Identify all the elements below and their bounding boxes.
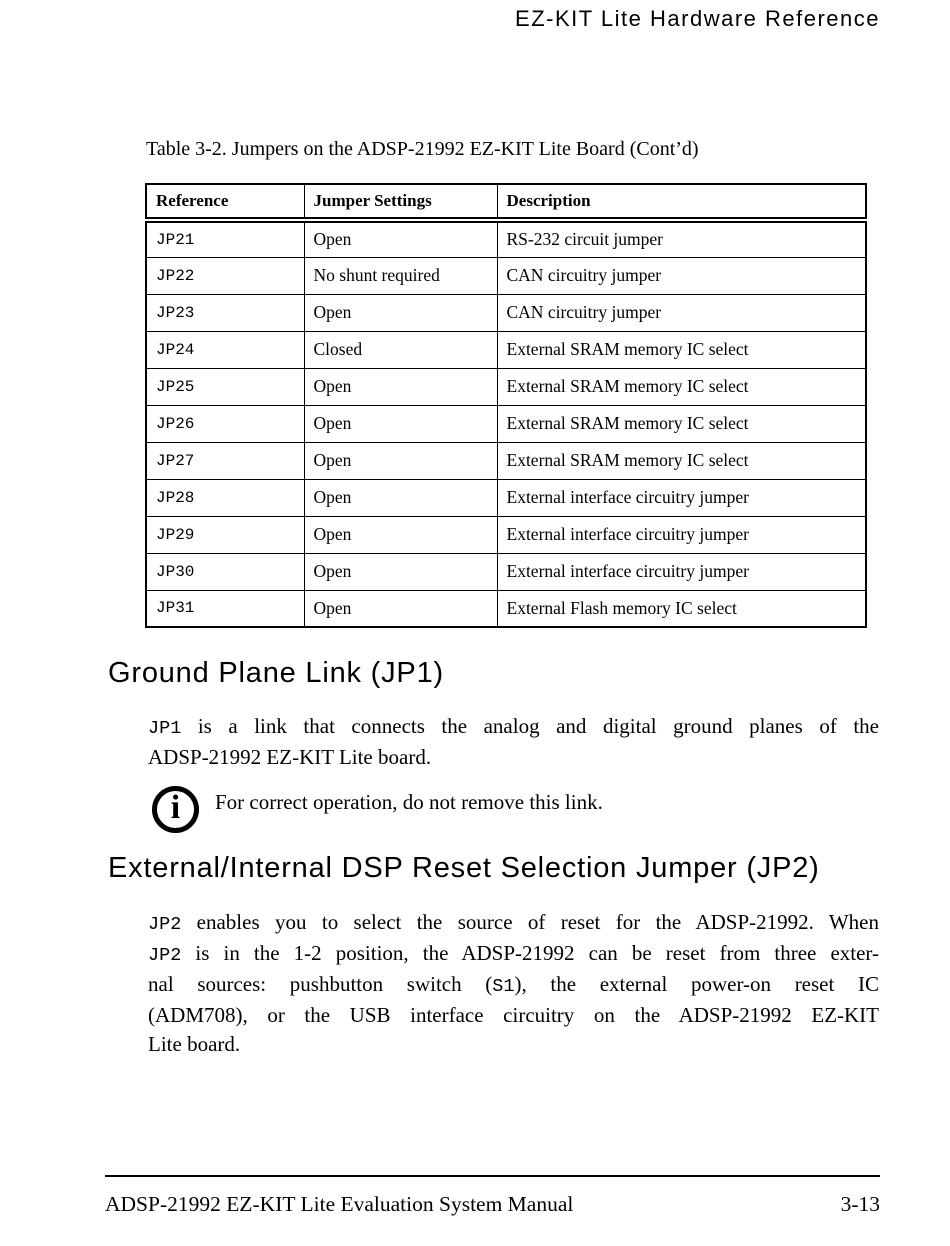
text-segment: (ADM708), or the USB interface circuitry on the ADSP-21992 EZ-KIT [148,1003,879,1027]
text-segment: ADSP-21992 EZ-KIT Lite board. [148,745,432,769]
table-cell-description: External SRAM memory IC select [497,442,866,479]
note-text: For correct operation, do not remove this link. [215,790,603,814]
table-cell-setting: Closed [304,331,497,368]
table-row [146,368,866,405]
table-cell-setting: Open [304,590,497,627]
table-row [146,405,866,442]
table-cell-setting: Open [304,553,497,590]
text-segment: nal sources: pushbutton switch ( [148,972,493,996]
column-header-description: Description [497,184,866,220]
table-row [146,553,866,590]
footer-rule [105,1175,880,1177]
paragraph-line [148,1030,879,1059]
table-cell-reference: JP21 [146,220,304,257]
table-cell-description: External interface circuitry jumper [497,553,866,590]
paragraph-line [148,908,879,939]
column-header-jumper-settings: Jumper Settings [304,184,497,220]
table-cell-reference: JP26 [146,405,304,442]
table-cell-description: External SRAM memory IC select [497,405,866,442]
running-header: EZ-KIT Lite Hardware Reference [515,6,880,31]
table-cell-description: RS-232 circuit jumper [497,220,866,257]
paragraph-line [148,970,879,1001]
paragraph-jp2 [148,908,879,1059]
table-row [146,294,866,331]
table-cell-description: CAN circuitry jumper [497,257,866,294]
table-cell-reference: JP27 [146,442,304,479]
text-segment: enables you to select the source of reset for the ADSP-21992. When [181,910,879,934]
table-caption: Table 3-2. Jumpers on the ADSP-21992 EZ-KIT Lite Board (Cont’d) [146,138,699,160]
table-row [146,331,866,368]
page-footer [105,1192,880,1217]
section-heading-jp2: External/Internal DSP Reset Selection Jumper (JP2) [108,852,820,884]
inline-code: S1 [492,976,515,997]
table-cell-setting: Open [304,368,497,405]
table-cell-setting: Open [304,516,497,553]
paragraph-line [148,1001,879,1030]
inline-code: JP2 [148,914,182,935]
table-cell-description: External interface circuitry jumper [497,479,866,516]
table-cell-setting: No shunt required [304,257,497,294]
text-segment: is in the 1-2 position, the ADSP-21992 can be reset from three exter- [181,941,879,965]
table-cell-reference: JP25 [146,368,304,405]
table-cell-setting: Open [304,479,497,516]
table-cell-setting: Open [304,294,497,331]
table-cell-setting: Open [304,405,497,442]
text-segment: Lite board. [148,1032,241,1056]
text-segment: ), the external power-on reset IC [514,972,879,996]
table-cell-description: External SRAM memory IC select [497,331,866,368]
paragraph-line [148,712,879,743]
table-cell-description: External interface circuitry jumper [497,516,866,553]
footer-page-number: 3-13 [840,1192,880,1216]
table-row [146,220,866,257]
table-cell-description: External Flash memory IC select [497,590,866,627]
jumpers-table [145,183,867,628]
section-heading-jp1: Ground Plane Link (JP1) [108,657,444,689]
table-row [146,442,866,479]
table-cell-reference: JP28 [146,479,304,516]
table-cell-setting: Open [304,220,497,257]
inline-code: JP2 [148,945,182,966]
table-cell-description: External SRAM memory IC select [497,368,866,405]
footer-manual-title: ADSP-21992 EZ-KIT Lite Evaluation System Manual [105,1192,574,1216]
jumpers-table-body [146,220,866,627]
table-row [146,257,866,294]
table-cell-reference: JP31 [146,590,304,627]
table-header-row [146,184,866,220]
table-cell-reference: JP24 [146,331,304,368]
table-row [146,590,866,627]
table-cell-reference: JP29 [146,516,304,553]
paragraph-line [148,743,879,772]
table-row [146,516,866,553]
table-cell-reference: JP22 [146,257,304,294]
table-cell-reference: JP23 [146,294,304,331]
text-segment: is a link that connects the analog and digital ground planes of the [181,714,879,738]
paragraph-jp1 [148,712,879,772]
inline-code: JP1 [148,718,182,739]
table-cell-reference: JP30 [146,553,304,590]
table-cell-description: CAN circuitry jumper [497,294,866,331]
table-row [146,479,866,516]
paragraph-line [148,939,879,970]
table-cell-setting: Open [304,442,497,479]
info-note [152,786,603,833]
column-header-reference: Reference [146,184,304,220]
info-icon: i [152,786,199,833]
